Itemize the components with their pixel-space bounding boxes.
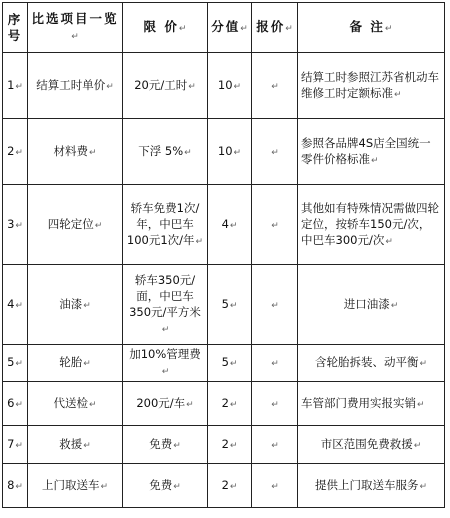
row-limit: 20元/工时↵	[123, 53, 208, 119]
row-quote: ↵	[252, 119, 298, 185]
row-limit: 下浮 5%↵	[123, 119, 208, 185]
table-row	[3, 119, 445, 185]
row-score: 2↵	[208, 382, 252, 426]
table-header-row	[3, 3, 445, 53]
row-limit: 轿车免费1次/年，中巴车100元1次/年↵	[123, 185, 208, 265]
table-row	[3, 345, 445, 382]
row-score: 2↵	[208, 426, 252, 464]
row-seq: 3↵	[3, 185, 28, 265]
header-limit: 限 价↵	[123, 3, 208, 53]
row-item: 油漆↵	[28, 265, 123, 345]
table-row	[3, 53, 445, 119]
row-quote: ↵	[252, 53, 298, 119]
row-seq: 1↵	[3, 53, 28, 119]
price-table-container	[2, 2, 445, 508]
row-item: 上门取送车↵	[28, 464, 123, 508]
row-note: 车管部门费用实报实销↵	[298, 382, 445, 426]
row-score: 10↵	[208, 119, 252, 185]
row-quote: ↵	[252, 382, 298, 426]
row-item: 结算工时单价↵	[28, 53, 123, 119]
row-seq: 5↵	[3, 345, 28, 382]
row-seq: 4↵	[3, 265, 28, 345]
row-note: 结算工时参照江苏省机动车维修工时定额标准↵	[298, 53, 445, 119]
row-seq: 2↵	[3, 119, 28, 185]
row-limit: 免费↵	[123, 426, 208, 464]
row-item: 救援↵	[28, 426, 123, 464]
row-score: 2↵	[208, 464, 252, 508]
row-item: 代送检↵	[28, 382, 123, 426]
row-seq: 8↵	[3, 464, 28, 508]
row-note: 含轮胎拆装、动平衡↵	[298, 345, 445, 382]
row-note: 提供上门取送车服务↵	[298, 464, 445, 508]
row-quote: ↵	[252, 265, 298, 345]
row-score: 5↵	[208, 265, 252, 345]
price-comparison-table	[2, 2, 445, 508]
header-item: 比选项目一览↵	[28, 3, 123, 53]
header-note: 备 注↵	[298, 3, 445, 53]
row-note: 进口油漆↵	[298, 265, 445, 345]
row-note: 市区范围免费救援↵	[298, 426, 445, 464]
table-row	[3, 426, 445, 464]
row-seq: 7↵	[3, 426, 28, 464]
row-quote: ↵	[252, 185, 298, 265]
table-row	[3, 265, 445, 345]
row-quote: ↵	[252, 426, 298, 464]
header-quote: 报价↵	[252, 3, 298, 53]
row-limit: 免费↵	[123, 464, 208, 508]
row-score: 5↵	[208, 345, 252, 382]
row-quote: ↵	[252, 345, 298, 382]
row-score: 10↵	[208, 53, 252, 119]
row-item: 轮胎↵	[28, 345, 123, 382]
row-note: 其他如有特殊情况需做四轮定位，按轿车150元/次，中巴车300元/次↵	[298, 185, 445, 265]
row-score: 4↵	[208, 185, 252, 265]
row-limit: 轿车350元/面，中巴车350元/平方米↵	[123, 265, 208, 345]
table-row	[3, 464, 445, 508]
header-seq: 序号	[3, 3, 28, 53]
row-item: 材料费↵	[28, 119, 123, 185]
header-score: 分值↵	[208, 3, 252, 53]
table-row	[3, 185, 445, 265]
row-quote: ↵	[252, 464, 298, 508]
row-note: 参照各品牌4S店全国统一零件价格标准↵	[298, 119, 445, 185]
row-item: 四轮定位↵	[28, 185, 123, 265]
row-limit: 加10%管理费↵	[123, 345, 208, 382]
row-seq: 6↵	[3, 382, 28, 426]
table-row	[3, 382, 445, 426]
row-limit: 200元/车↵	[123, 382, 208, 426]
